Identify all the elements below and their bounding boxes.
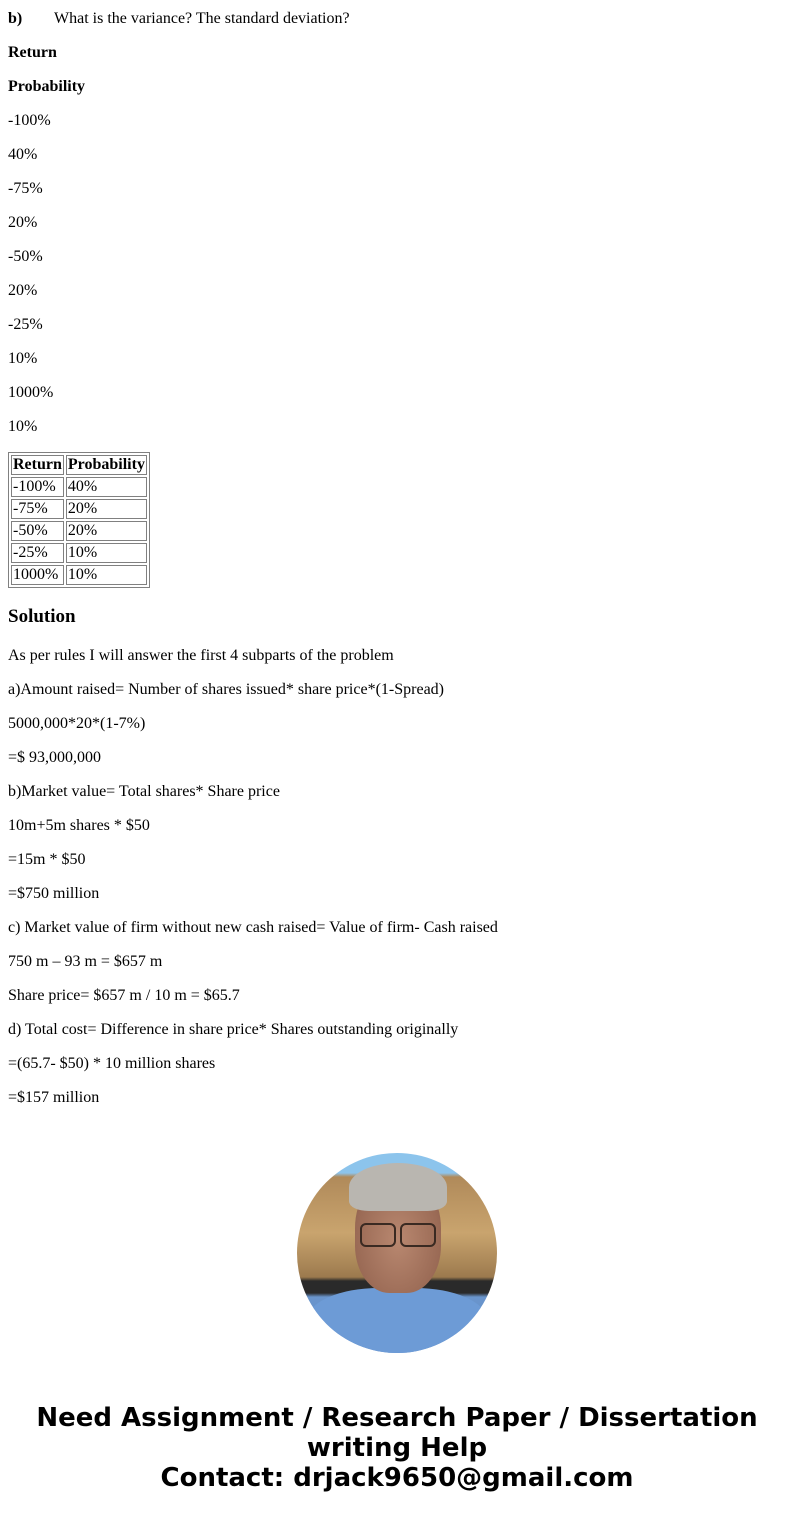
solution-heading: Solution	[8, 606, 76, 627]
table-cell-probability: 10%	[66, 543, 147, 563]
question-label: b)	[8, 10, 23, 27]
table-row	[11, 521, 147, 541]
solution-line: =15m * $50	[8, 851, 86, 868]
solution-line: =$157 million	[8, 1089, 100, 1106]
solution-line: Share price= $657 m / 10 m = $65.7	[8, 987, 240, 1004]
solution-line: 750 m – 93 m = $657 m	[8, 953, 163, 970]
raw-item: 10%	[8, 350, 38, 367]
raw-item: -100%	[8, 112, 51, 129]
promo-banner	[0, 1403, 794, 1493]
table-cell-return: -75%	[11, 499, 64, 519]
avatar-hair	[349, 1163, 447, 1211]
promo-line-2: writing Help	[306, 1433, 488, 1463]
solution-line: =$750 million	[8, 885, 100, 902]
table-row	[11, 477, 147, 497]
raw-item: 20%	[8, 214, 38, 231]
avatar-shirt	[307, 1288, 487, 1353]
table-cell-probability: 10%	[66, 565, 147, 585]
raw-item: -25%	[8, 316, 43, 333]
table-row	[11, 543, 147, 563]
promo-contact: Contact: drjack9650@gmail.com	[160, 1463, 634, 1493]
solution-line: b)Market value= Total shares* Share price	[8, 783, 280, 800]
solution-line: As per rules I will answer the first 4 subparts of the problem	[8, 647, 394, 664]
solution-line: a)Amount raised= Number of shares issued* share price*(1-Spread)	[8, 681, 444, 698]
raw-header-probability: Probability	[8, 78, 86, 95]
table-cell-return: -100%	[11, 477, 64, 497]
table-header-return: Return	[13, 456, 62, 473]
table-cell-return: -50%	[11, 521, 64, 541]
raw-item: 1000%	[8, 384, 54, 401]
table-row	[11, 565, 147, 585]
solution-line: =(65.7- $50) * 10 million shares	[8, 1055, 216, 1072]
avatar-glasses	[360, 1223, 436, 1245]
table-header-row	[11, 455, 147, 475]
table-cell-return: -25%	[11, 543, 64, 563]
promo-line-1: Need Assignment / Research Paper / Dissertation	[36, 1403, 758, 1433]
table-cell-return: 1000%	[11, 565, 64, 585]
table-cell-probability: 20%	[66, 521, 147, 541]
solution-line: d) Total cost= Difference in share price* Shares outstanding originally	[8, 1021, 459, 1038]
table-cell-probability: 20%	[66, 499, 147, 519]
solution-line: 10m+5m shares * $50	[8, 817, 150, 834]
raw-item: 40%	[8, 146, 38, 163]
question-text: What is the variance? The standard deviation?	[54, 10, 350, 27]
solution-line: c) Market value of firm without new cash raised= Value of firm- Cash raised	[8, 919, 498, 936]
solution-line: 5000,000*20*(1-7%)	[8, 715, 146, 732]
raw-header-return: Return	[8, 44, 57, 61]
table-cell-probability: 40%	[66, 477, 147, 497]
raw-item: -75%	[8, 180, 43, 197]
raw-item: 10%	[8, 418, 38, 435]
question	[8, 10, 350, 28]
solution-line: =$ 93,000,000	[8, 749, 102, 766]
table-header-probability: Probability	[67, 456, 145, 473]
raw-item: 20%	[8, 282, 38, 299]
table-row	[11, 499, 147, 519]
author-avatar	[297, 1153, 497, 1353]
return-probability-table	[8, 452, 150, 588]
raw-item: -50%	[8, 248, 43, 265]
